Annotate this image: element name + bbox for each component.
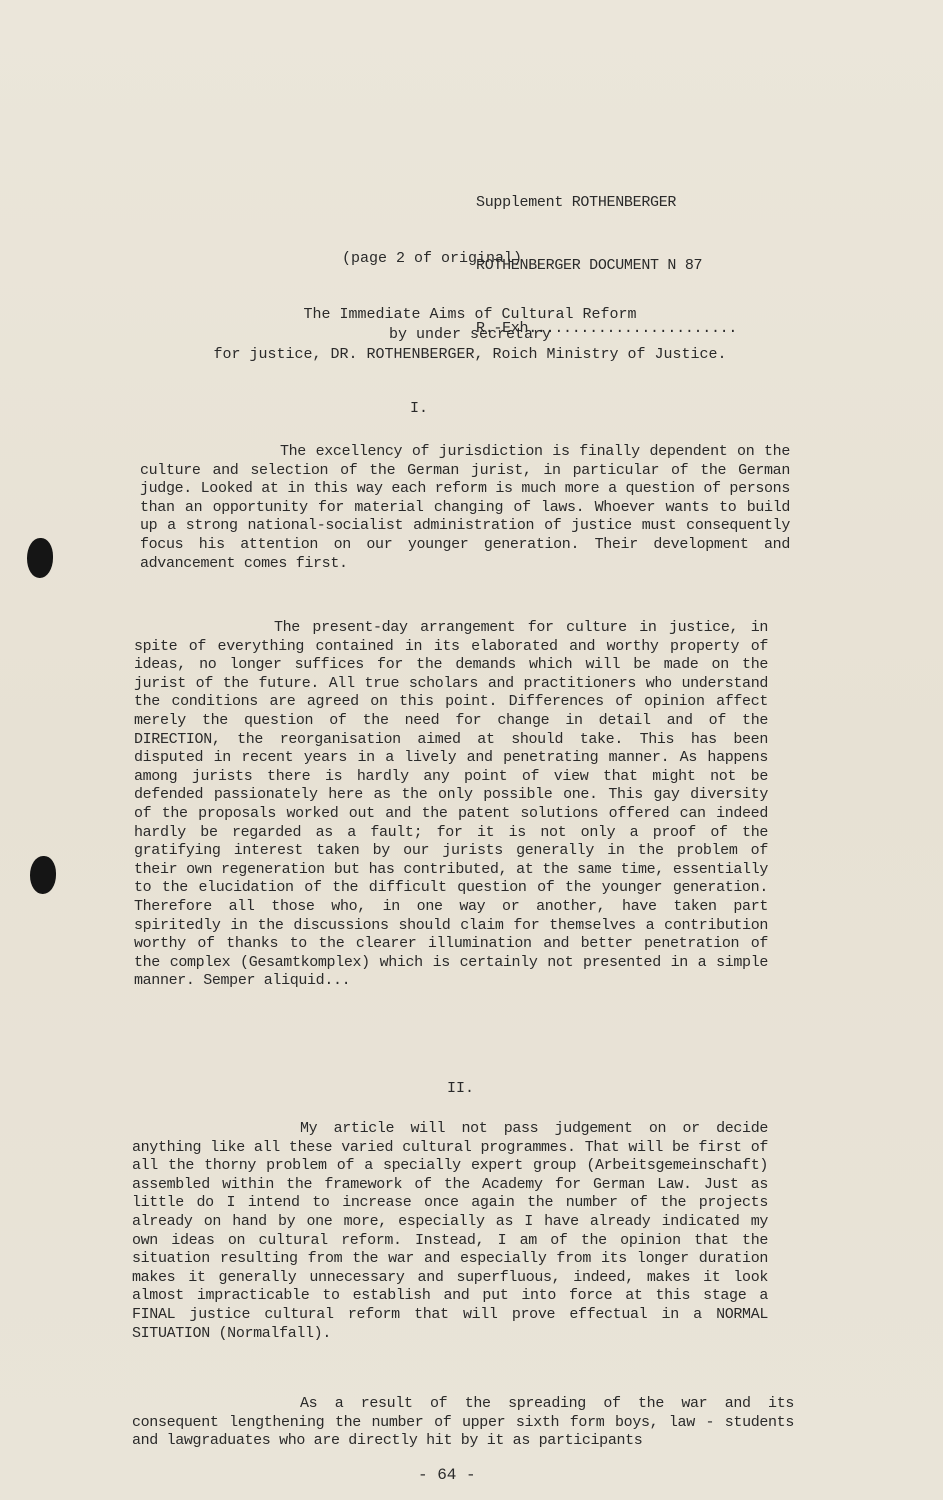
section2-paragraph2 <box>132 1395 794 1451</box>
punch-hole-bottom <box>30 856 56 894</box>
header-exhibit-line: R.-Exh........................ <box>476 320 738 337</box>
header-document-number: ROTHENBERGER DOCUMENT N 87 <box>476 257 703 274</box>
article-author-name: for justice, DR. ROTHENBERGER, Roich Ministry of Justice. <box>213 346 727 363</box>
section-number-2: II. <box>447 1080 475 1097</box>
section1-paragraph2 <box>134 619 768 991</box>
section2-paragraph2-text: As a result of the spreading of the war and its consequent lengthening the number of upper sixth form boys, law - students and lawgraduates who are directly hit by it as participants <box>132 1395 794 1450</box>
article-title-block <box>130 305 810 365</box>
section-number-1: I. <box>410 400 429 417</box>
page-of-original-note: (page 2 of original) <box>342 250 523 267</box>
section1-paragraph1 <box>140 443 790 573</box>
punch-hole-top <box>27 538 53 578</box>
article-title: The Immediate Aims of Cultural Reform <box>303 306 637 323</box>
article-author-line: by under secretary <box>388 326 552 343</box>
section1-paragraph2-text: The present-day arrangement for culture in justice, in spite of everything contained in its elaborated and worthy property of ideas, no longer suffices for the demands which will be made on the jurist of the future. All true scholars and practitioners who understand the conditions are agreed on this point. Differences of opinion affect merely the question of the need for change in detail and of the DIRECTION, the reorganisation aimed at should take. This has been disputed in recent years in a lively and penetrating manner. As happens among jurists there is hardly any point of view that might not be defended passionately here as the only possible one. This gay diversity of the proposals worked out and the patent solutions offered can indeed hardly be regarded as a fault; for it is not only a proof of the gratifying interest taken by our jurists generally in the problem of their own regeneration but has contributed, at the same time, essentially to the elucidation of the difficult question of the younger generation. Therefore all those who, in one way or another, have taken part spiritedly in the discussions should claim for themselves a contribution worthy of thanks to the clearer illumination and better penetration of the complex (Gesamtkomplex) which is certainly not presented in a simple manner. Semper aliquid... <box>134 619 768 990</box>
header-supplement-line: Supplement ROTHENBERGER <box>476 194 677 211</box>
section2-paragraph1 <box>132 1120 768 1343</box>
page-number: - 64 - <box>418 1466 476 1484</box>
section1-paragraph1-text: The excellency of jurisdiction is finally dependent on the culture and selection of the German jurist, in particular of the German judge. Looked at in this way each reform is much more a question of persons than an opportunity for material changing of laws. Whoever wants to build up a strong national-socialist administration of justice must consequently focus his attention on our younger generation. Their development and advancement comes first. <box>140 443 790 572</box>
section2-paragraph1-text: My article will not pass judgement on or decide anything like all these varied cultural programmes. That will be first of all the thorny problem of a specially expert group (Arbeitsgemeinschaft) assembled within the framework of the Academy for German Law. Just as little do I intend to increase once again the number of the projects already on hand by one more, especially as I have already indicated my own ideas on cultural reform. Instead, I am of the opinion that the situation resulting from the war and especially from its longer duration makes it generally unnecessary and superfluous, indeed, makes it look almost impracticable to establish and put into force at this stage a FINAL justice cultural reform that will prove effectual in a NORMAL SITUATION (Normalfall). <box>132 1120 768 1342</box>
